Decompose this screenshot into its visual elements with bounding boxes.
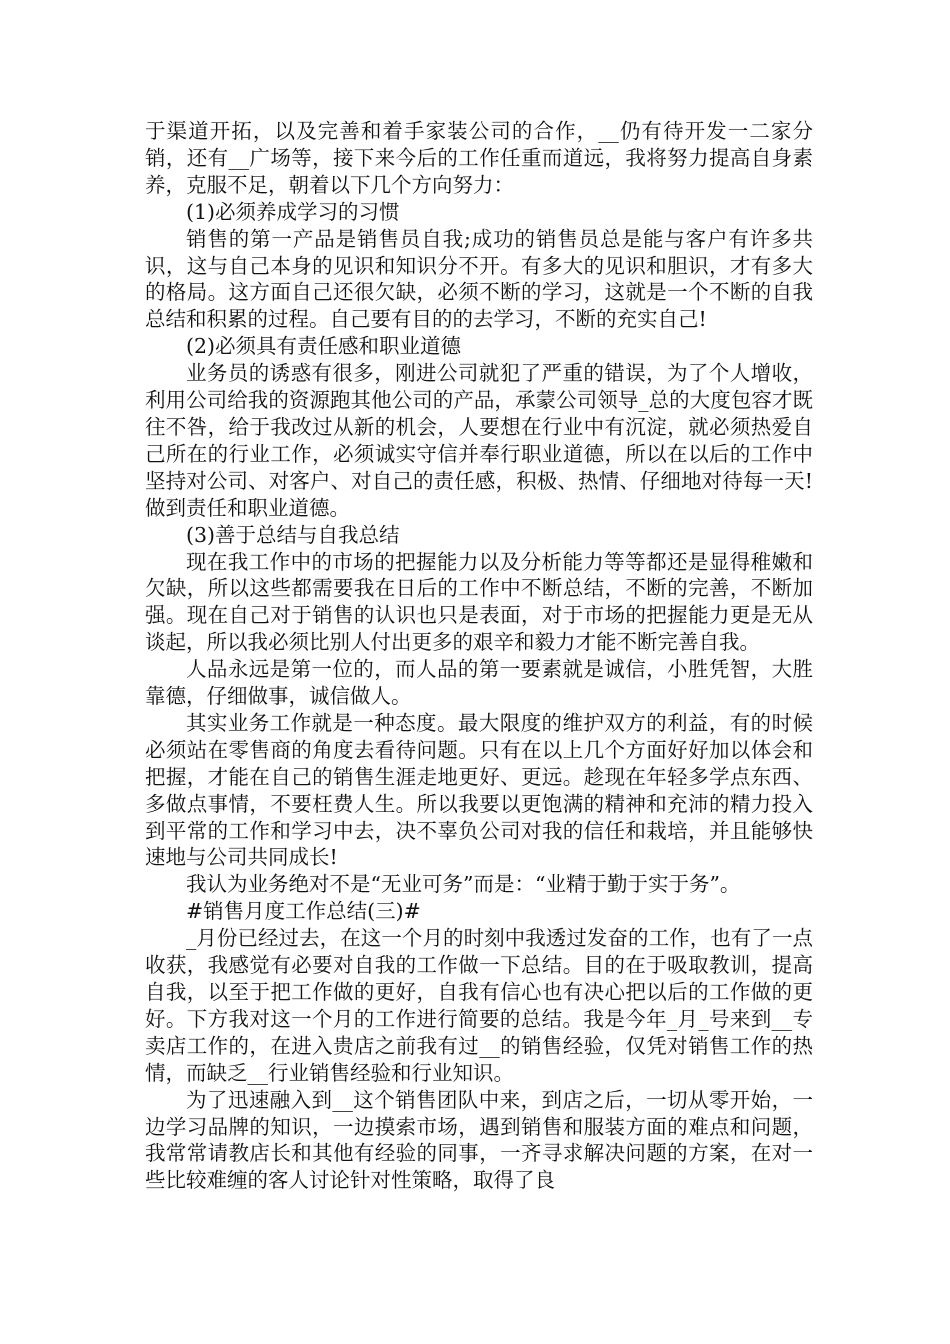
paragraph-team: 为了迅速融入到__这个销售团队中来，到店之后，一切从零开始，一边学习品牌的知识，一边摸索市场，遇到销售和服装方面的难点和问题，我常常请教店长和其他有经验的同事，一齐寻求解决问题的方案，在对一些比较难缠的客人讨论针对性策略，取得了良 bbox=[145, 1087, 813, 1193]
paragraph-attitude: 其实业务工作就是一种态度。最大限度的维护双方的利益，有的时候必须站在零售商的角度去看待问题。只有在以上几个方面好好加以体会和把握，才能在自己的销售生涯走地更好、更远。趁现在年轻多学点东西、多做点事情，不要枉费人生。所以我要以更饱满的精神和充沛的精力投入到平常的工作和学习中去，决不辜负公司对我的信任和栽培，并且能够快速地与公司共同成长! bbox=[145, 710, 813, 870]
paragraph-learning: 销售的第一产品是销售员自我;成功的销售员总是能与客户有许多共识，这与自己本身的见识和知识分不开。有多大的见识和胆识，才有多大的格局。这方面自己还很欠缺，必须不断的学习，这就是一个不断的自我总结和积累的过程。自己要有目的的去学习，不断的充实自己! bbox=[145, 226, 813, 332]
paragraph-summary: 现在我工作中的市场的把握能力以及分析能力等等都还是显得稚嫩和欠缺，所以这些都需要我在日后的工作中不断总结，不断的完善，不断加强。现在自己对于销售的认识也只是表面，对于市场的把握能力更是无从谈起，所以我必须比别人付出更多的艰辛和毅力才能不断完善自我。 bbox=[145, 549, 813, 655]
paragraph-responsibility: 业务员的诱惑有很多，刚进公司就犯了严重的错误，为了个人增收，利用公司给我的资源跑其他公司的产品，承蒙公司领导_总的大度包容才既往不咎，给于我改过从新的机会，人要想在行业中有沉淀，就必须热爱自己所在的行业工作，必须诚实守信并奉行职业道德，所以在以后的工作中坚持对公司、对客户、对自己的责任感，积极、热情、仔细地对待每一天!做到责任和职业道德。 bbox=[145, 361, 813, 520]
paragraph-intro: 于渠道开拓，以及完善和着手家装公司的合作，__仍有待开发一二家分销，还有__广场等，接下来今后的工作任重而道远，我将努力提高自身素养，克服不足，朝着以下几个方向努力： bbox=[145, 119, 813, 197]
section-heading-2: (2)必须具有责任感和职业道德 bbox=[186, 334, 462, 359]
section-heading-3: (3)善于总结与自我总结 bbox=[186, 522, 400, 547]
section-heading-monthly: #销售月度工作总结(三)# bbox=[186, 899, 421, 924]
section-heading-1: (1)必须养成学习的习惯 bbox=[186, 199, 400, 224]
paragraph-quote: 我认为业务绝对不是“无业可务”而是：“业精于勤于实于务”。 bbox=[186, 872, 741, 897]
paragraph-month-review: _月份已经过去，在这一个月的时刻中我透过发奋的工作，也有了一点收获，我感觉有必要对自我的工作做一下总结。目的在于吸取教训，提高自我，以至于把工作做的更好，自我有信心也有决心把以后的工作做的更好。下方我对这一个月的工作进行简要的总结。我是今年_月_号来到__专卖店工作的，在进入贵店之前我有过__的销售经验，仅凭对销售工作的热情，而缺乏__行业销售经验和行业知识。 bbox=[145, 926, 813, 1085]
document-page bbox=[145, 118, 813, 1194]
paragraph-integrity: 人品永远是第一位的，而人品的第一要素就是诚信，小胜凭智，大胜靠德，仔细做事，诚信做人。 bbox=[145, 657, 813, 709]
